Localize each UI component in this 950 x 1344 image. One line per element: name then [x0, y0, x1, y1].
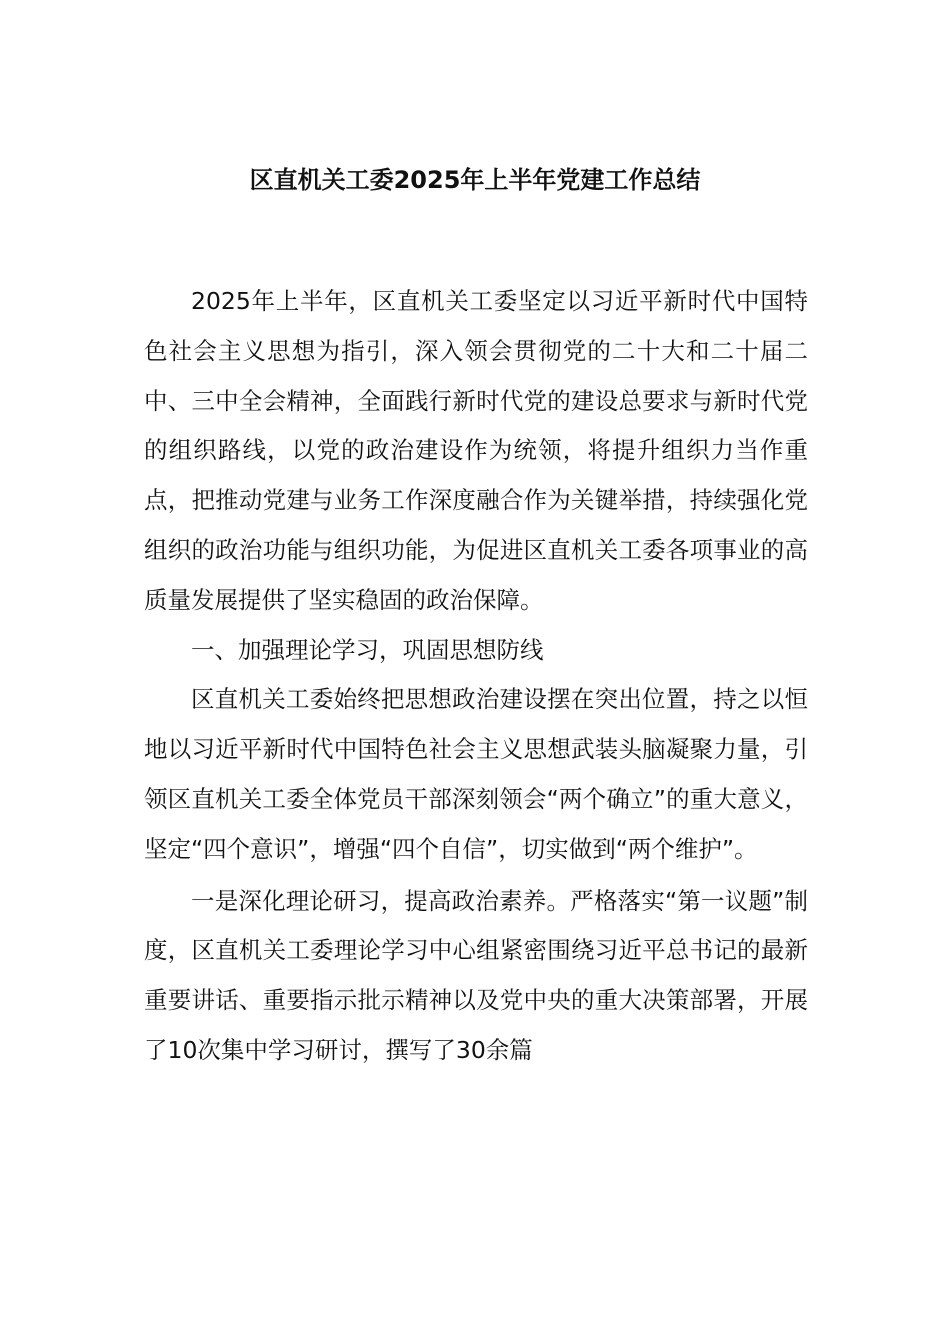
document-body — [144, 277, 808, 1076]
document-title: 区直机关工委2025年上半年党建工作总结 — [249, 166, 701, 194]
paragraph-section-1: 区直机关工委始终把思想政治建设摆在突出位置，持之以恒地以习近平新时代中国特色社会主义思想武装头脑凝聚力量，引领区直机关工委全体党员干部深刻领会“两个确立”的重大意义，坚定“四个意识”，增强“四个自信”，切实做到“两个维护”。 — [144, 685, 808, 863]
paragraph-intro: 2025年上半年，区直机关工委坚定以习近平新时代中国特色社会主义思想为指引，深入领会贯彻党的二十大和二十届二中、三中全会精神，全面践行新时代党的建设总要求与新时代党的组织路线，以党的政治建设作为统领，将提升组织力当作重点，把推动党建与业务工作深度融合作为关键举措，持续强化党组织的政治功能与组织功能，为促进区直机关工委各项事业的高质量发展提供了坚实稳固的政治保障。 — [144, 287, 808, 614]
section-heading-1: 一、加强理论学习，巩固思想防线 — [191, 635, 544, 664]
paragraph-point-1: 一是深化理论研习，提高政治素养。严格落实“第一议题”制度，区直机关工委理论学习中心组紧密围绕习近平总书记的最新重要讲话、重要指示批示精神以及党中央的重大决策部署，开展了10次集中学习研讨，撰写了30余篇 — [144, 886, 808, 1064]
